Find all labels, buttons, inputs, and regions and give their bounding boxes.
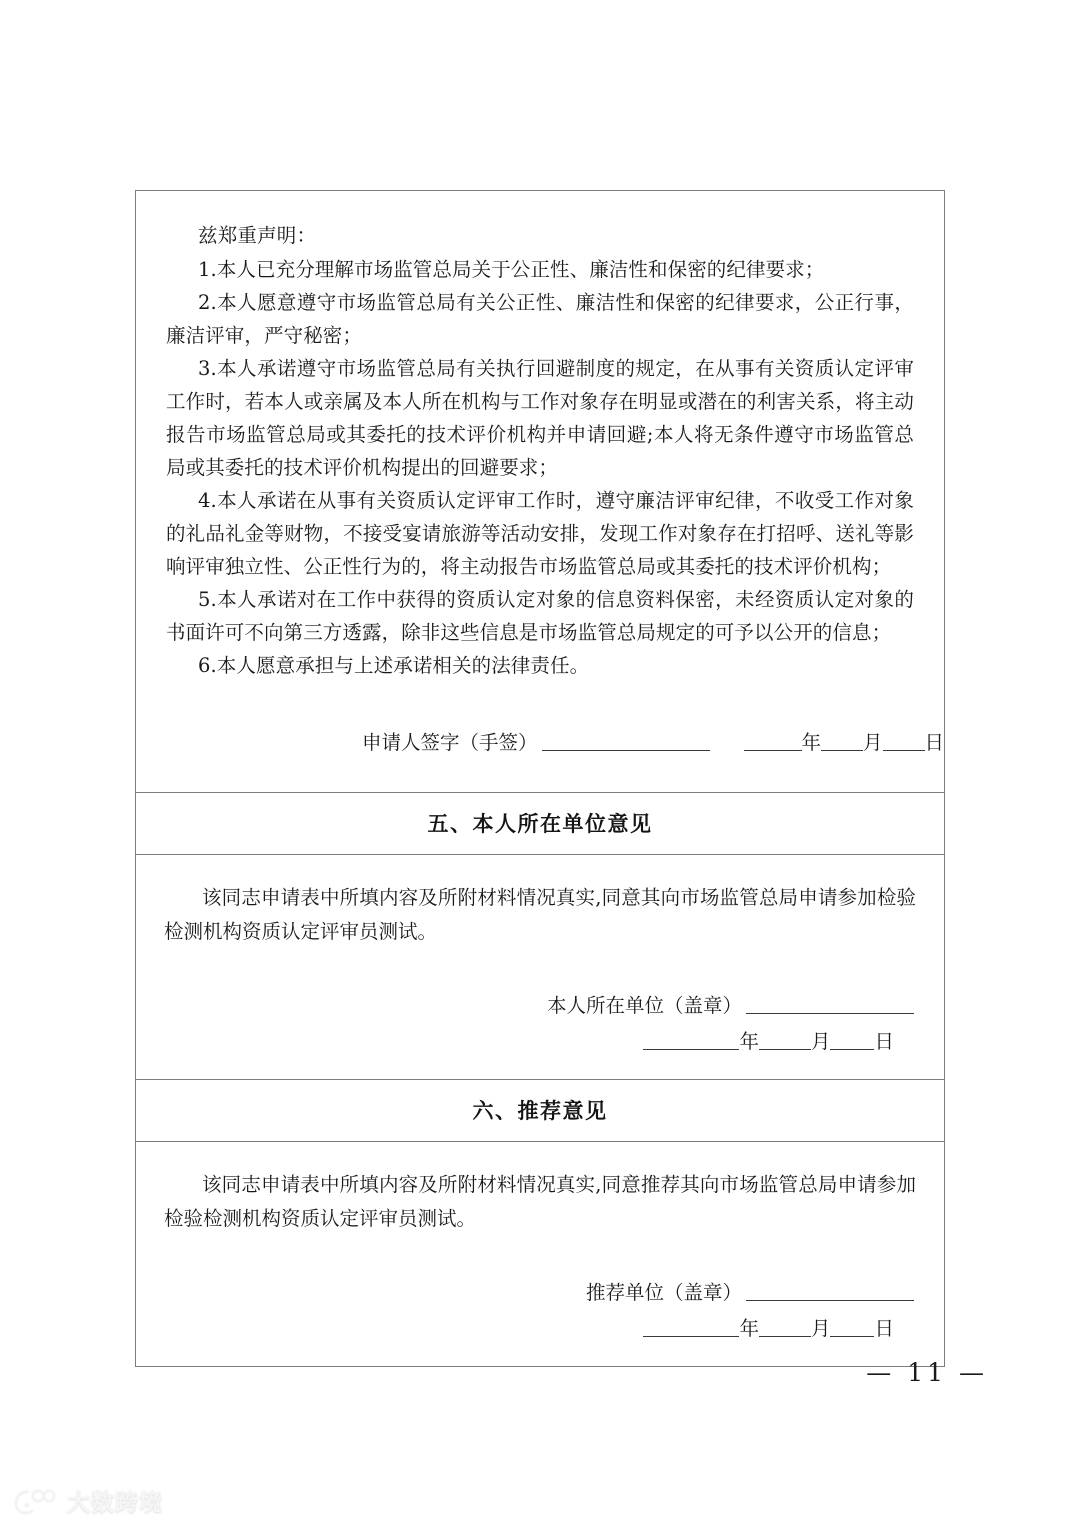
section-five-stamp-row <box>164 991 916 1021</box>
watermark-text: 大数跨境 <box>67 1490 163 1516</box>
section-five-year-field[interactable] <box>643 1031 739 1050</box>
section-six-heading: 六、推荐意见 <box>136 1079 944 1141</box>
section-five-stamp-label: 本人所在单位（盖章） <box>546 994 742 1017</box>
section-five-year-label: 年 <box>739 1030 759 1053</box>
signature-year-field[interactable] <box>744 732 802 751</box>
section-six-day-label: 日 <box>874 1317 894 1340</box>
section-six-year-label: 年 <box>739 1317 759 1340</box>
declaration-lead: 兹郑重声明： <box>198 224 317 247</box>
section-six-year-field[interactable] <box>643 1318 739 1337</box>
section-five-day-label: 日 <box>874 1030 894 1053</box>
section-five-body-cell <box>136 854 944 1079</box>
applicant-signature-label: 申请人签字（手签） <box>362 731 538 754</box>
section-five-stamp-field[interactable] <box>746 995 914 1014</box>
signature-month-field[interactable] <box>821 732 863 751</box>
section-five-heading: 五、本人所在单位意见 <box>136 792 944 854</box>
section-six-month-label: 月 <box>810 1317 831 1340</box>
declaration-item-5: 5.本人承诺对在工作中获得的资质认定对象的信息资料保密，未经资质认定对象的书面许可不向第三方透露，除非这些信息是市场监管总局规定的可予以公开的信息； <box>166 588 914 644</box>
section-five-body-text: 该同志申请表中所填内容及所附材料情况真实,同意其向市场监管总局申请参加检验检测机构资质认定评审员测试。 <box>164 886 916 943</box>
section-six-stamp-row <box>164 1278 916 1308</box>
signature-day-field[interactable] <box>883 732 925 751</box>
section-six-day-field[interactable] <box>830 1318 874 1337</box>
applicant-signature-field[interactable] <box>542 732 710 751</box>
section-six-body-cell <box>136 1141 944 1366</box>
brand-logo-icon <box>14 1487 60 1515</box>
declaration-item-6: 6.本人愿意承担与上述承诺相关的法律责任。 <box>198 654 590 677</box>
section-five-date-row <box>164 1027 916 1057</box>
signature-month-label: 月 <box>863 731 883 754</box>
section-six-stamp-field[interactable] <box>746 1282 914 1301</box>
declaration-item-4: 4.本人承诺在从事有关资质认定评审工作时，遵守廉洁评审纪律，不收受工作对象的礼品礼金等财物，不接受宴请旅游等活动安排，发现工作对象存在打招呼、送礼等影响评审独立性、公正性行为的，将主动报告市场监管总局或其委托的技术评价机构； <box>166 489 914 578</box>
section-six-body-text: 该同志申请表中所填内容及所附材料情况真实,同意推荐其向市场监管总局申请参加检验检测机构资质认定评审员测试。 <box>164 1173 916 1230</box>
section-five-month-field[interactable] <box>759 1031 811 1050</box>
declaration-item-1: 1.本人已充分理解市场监管总局关于公正性、廉洁性和保密的纪律要求； <box>198 258 825 281</box>
watermark <box>14 1484 163 1517</box>
section-six-month-field[interactable] <box>759 1318 811 1337</box>
section-six-stamp-label: 推荐单位（盖章） <box>585 1281 742 1304</box>
application-form-table <box>135 190 945 1367</box>
declaration-item-3: 3.本人承诺遵守市场监管总局有关执行回避制度的规定，在从事有关资质认定评审工作时，若本人或亲属及本人所在机构与工作对象存在明显或潜在的利害关系，将主动报告市场监管总局或其委托的技术评价机构并申请回避;本人将无条件遵守市场监管总局或其委托的技术评价机构提出的回避要求； <box>166 357 914 479</box>
section-five-day-field[interactable] <box>830 1031 874 1050</box>
page-number: — 11 — <box>866 1358 988 1387</box>
section-five-month-label: 月 <box>810 1030 831 1053</box>
section-six-date-row <box>164 1314 916 1344</box>
signature-day-label: 日 <box>924 731 945 754</box>
declaration-cell <box>136 191 944 792</box>
applicant-signature-row <box>166 728 945 758</box>
signature-year-label: 年 <box>801 731 822 754</box>
declaration-item-2: 2.本人愿意遵守市场监管总局有关公正性、廉洁性和保密的纪律要求，公正行事，廉洁评审，严守秘密； <box>166 291 914 347</box>
